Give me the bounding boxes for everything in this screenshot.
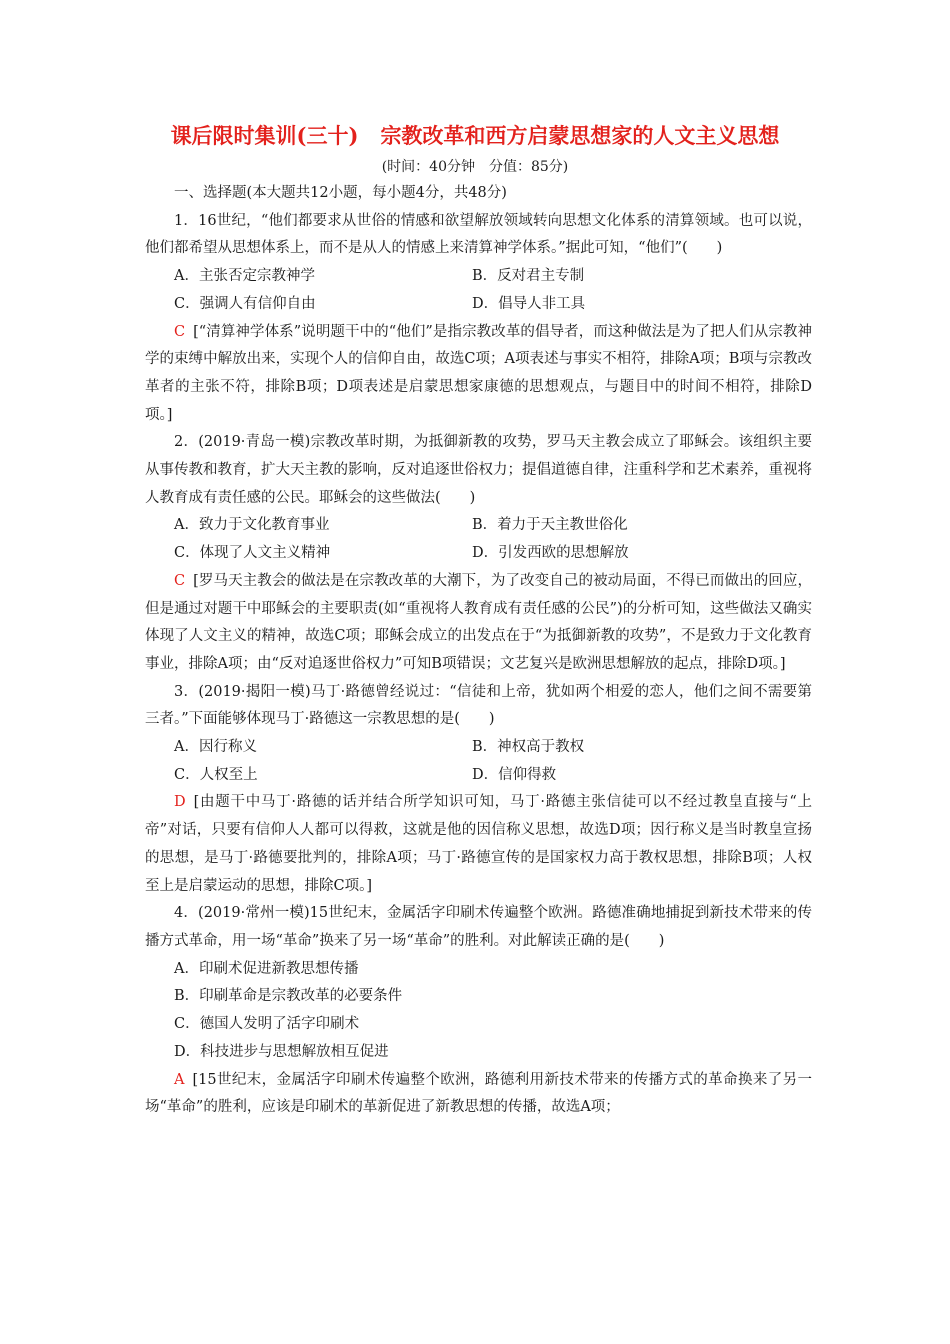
option-b: B．印刷革命是宗教改革的必要条件 [174,988,403,1005]
explanation-text: [由题干中马丁·路德的话并结合所学知识可知，马丁·路德主张信徒可以不经过教皇直接与“上帝”对话，只要有信仰人人都可以得救，这就是他的因信称义思想，故选D项；因行称义是当时教皇宣扬的思想，是马丁·路德要批判的，排除A项；马丁·路德宣传的是国家权力高于教权思想，排除B项；人权至上是启蒙运动的思想，排除C项。] [145,794,812,894]
options-row [145,263,812,291]
question-stem: 1．16世纪，“他们都要求从世俗的情感和欲望解放领域转向思想文化体系的清算领域。也可以说，他们都希望从思想体系上，而不是从人的情感上来清算神学体系。”据此可知，“他们”( ) [145,212,812,257]
options-row [145,291,812,319]
section-heading: 一、选择题(本大题共12小题，每小题4分，共48分) [174,185,507,201]
question-stem: 4．(2019·常州一模)15世纪末，金属活字印刷术传遍整个欧洲。路德准确地捕捉到新技术带来的传播方式革命，用一场“革命”换来了另一场“革命”的胜利。对此解读正确的是( ) [145,905,812,949]
title-main: 课后限时集训(三十) [170,123,359,148]
option-a: A．主张否定宗教神学 [174,268,315,285]
option-c: C．体现了人文主义精神 [174,545,331,562]
options-row [145,762,812,790]
option-d: D．信仰得救 [472,766,557,783]
question-stem: 3．(2019·揭阳一模)马丁·路德曾经说过：“信徒和上帝，犹如两个相爱的恋人，他们之间不需要第三者。”下面能够体现马丁·路德这一宗教思想的是( ) [145,683,812,728]
option-c: C．强调人有信仰自由 [174,295,316,312]
answer-letter: A [174,1071,185,1088]
answer-letter: C [174,323,186,340]
option-d: D．引发西欧的思想解放 [472,545,629,562]
option-b: B．神权高于教权 [472,739,585,756]
option-a: A．致力于文化教育事业 [174,517,330,534]
question-stem: 2．(2019·青岛一模)宗教改革时期，为抵御新教的攻势，罗马天主教会成立了耶稣会。该组织主要从事传教和教育，扩大天主教的影响，反对追逐世俗权力；提倡道德自律，注重科学和艺术素养，重视将人教育成有责任感的公民。耶稣会的这些做法( ) [145,434,812,506]
option-b: B．反对君主专制 [472,268,585,285]
option-c: C．德国人发明了活字印刷术 [174,1016,360,1033]
title-sub: 宗教改革和西方启蒙思想家的人文主义思想 [380,123,780,148]
option-d: D．倡导人非工具 [472,295,586,312]
answer-letter: C [174,572,186,589]
answer-letter: D [174,794,186,811]
option-b: B．着力于天主教世俗化 [472,517,628,534]
time-score-info: (时间：40分钟 分值：85分) [381,159,569,175]
explanation-text: [“清算神学体系”说明题干中的“他们”是指宗教改革的倡导者，而这种做法是为了把人们从宗教神学的束缚中解放出来，实现个人的信仰自由，故选C项；A项表述与事实不相符，排除A项；B项与宗教改革者的主张不符，排除B项；D项表述是启蒙思想家康德的思想观点，与题目中的时间不相符，排除D项。] [145,323,812,423]
option-c: C．人权至上 [174,766,258,783]
option-a: A．因行称义 [174,739,257,756]
answer-explanation [145,319,812,430]
explanation-text: [罗马天主教会的做法是在宗教改革的大潮下，为了改变自己的被动局面，不得已而做出的回应，但是通过对题干中耶稣会的主要职责(如“重视将人教育成有责任感的公民”)的分析可知，这些做法又确实体现了人文主义的精神，故选C项；耶稣会成立的出发点在于“为抵御新教的攻势”，不是致力于文化教育事业，排除A项；由“反对追逐世俗权力”可知B项错误；文艺复兴是欧洲思想解放的起点，排除D项。] [145,572,812,672]
option-d: D．科技进步与思想解放相互促进 [174,1043,389,1060]
options-row [145,540,812,568]
document-title [0,122,950,150]
answer-explanation [145,789,812,900]
explanation-text: [15世纪末，金属活字印刷术传遍整个欧洲，路德利用新技术带来的传播方式的革命换来了另一场“革命”的胜利，应该是印刷术的革新促进了新教思想的传播，故选A项； [145,1071,812,1116]
answer-explanation [145,568,812,679]
answer-explanation [145,1067,812,1122]
option-a: A．印刷术促进新教思想传播 [174,960,359,977]
options-row [145,734,812,762]
options-row [145,512,812,540]
document-body [145,180,812,1122]
